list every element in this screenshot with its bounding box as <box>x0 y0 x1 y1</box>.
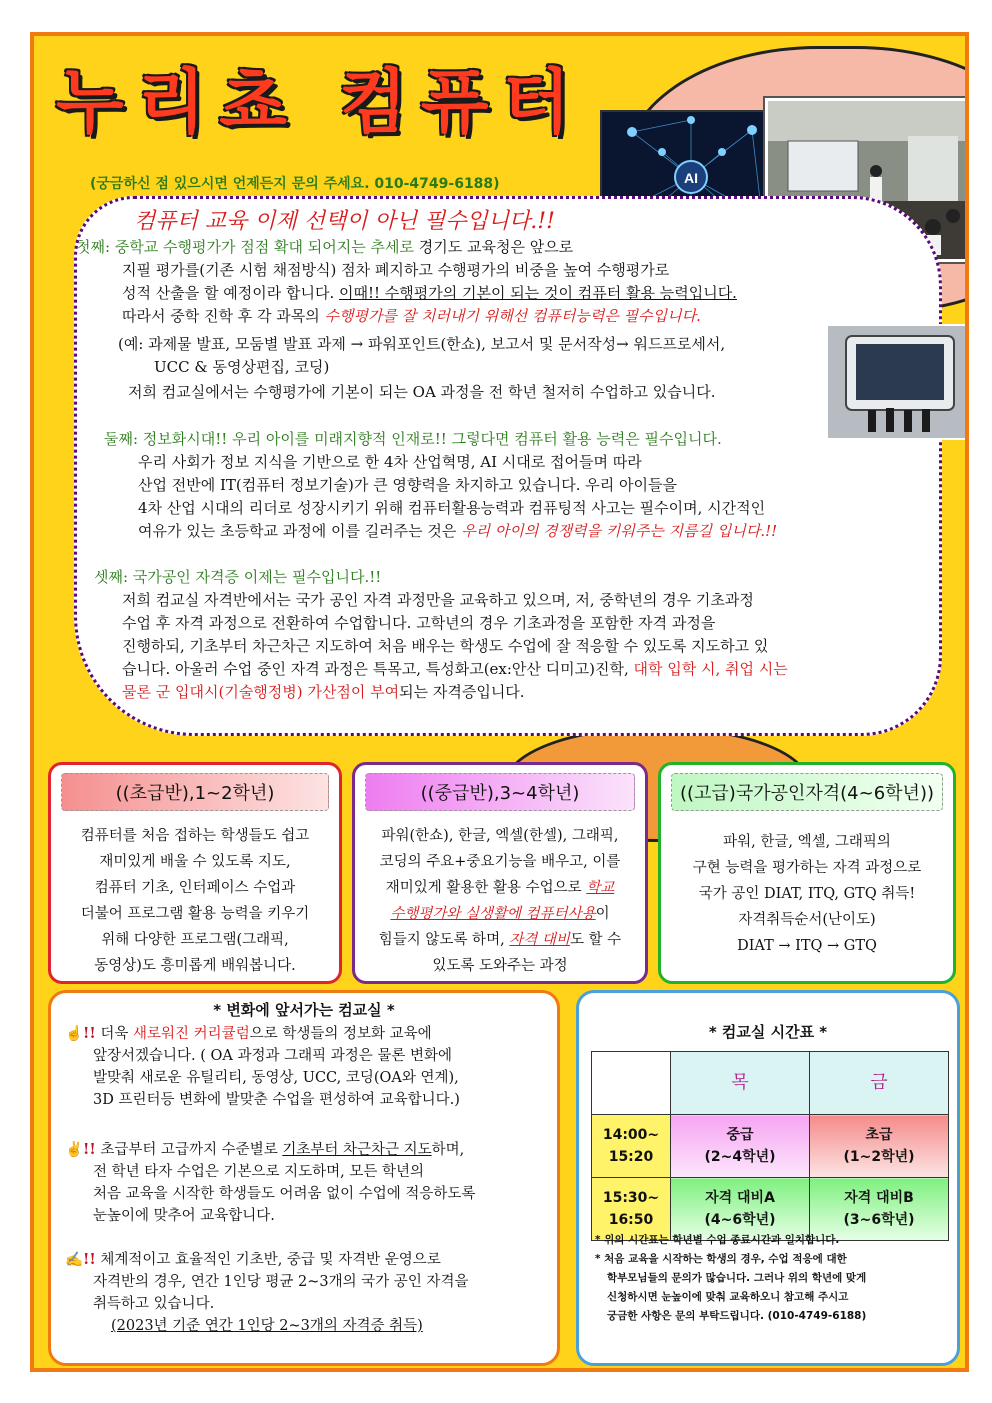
course-text: 도 할 수 <box>569 932 622 948</box>
feature-line: 전 학년 타자 수업은 기본으로 지도하며, 모든 학년의 <box>93 1164 425 1180</box>
course-line: 컴퓨터 기초, 인터페이스 수업과 <box>94 880 296 896</box>
course-line <box>363 901 637 927</box>
course-line: 재미있게 배울 수 있도록 지도, <box>99 854 291 870</box>
first-line-7: 저희 컴교실에서는 수행평가에 기본이 되는 OA 과정을 전 학년 철저히 수업하고 있습니다. <box>128 383 716 401</box>
monitor-illustration <box>826 324 969 440</box>
first-line-6: UCC & 동영상편집, 코딩) <box>154 358 330 376</box>
third-line-2: 수업 후 자격 과정으로 전환하여 수업합니다. 고학년의 경우 기초과정을 포함한 자격 과정을 <box>122 614 716 632</box>
timetable-title: * 컴교실 시간표 * <box>708 1023 828 1041</box>
course-line: 국가 공인 DIAT, ITQ, GTQ 취득! <box>698 886 916 902</box>
course-text: 이 <box>595 906 610 922</box>
course-description <box>363 823 637 979</box>
feature-line: 앞장서겠습니다. ( OA 과정과 그래픽 과정은 물론 변화에 <box>93 1048 453 1064</box>
timetable-notes <box>595 1231 955 1326</box>
feature-text: 하며, <box>431 1142 465 1158</box>
poster-title: 누리쵸 컴퓨터 <box>56 61 585 143</box>
course-line: 컴퓨터를 처음 접하는 학생들도 쉽고 <box>80 828 310 844</box>
feature-line: (2023년 기준 연간 1인당 2~3개의 자격증 취득) <box>111 1318 423 1334</box>
third-label <box>94 566 381 588</box>
note-line: 학부모님들의 문의가 많습니다. 그러나 위의 학년에 맞게 <box>607 1272 867 1284</box>
headline: 컴퓨터 교육 이제 선택이 아닌 필수입니다.!! <box>134 209 555 234</box>
course-title: ((고급)국가공인자격(4~6학년)) <box>671 773 943 811</box>
feature-line: 자격반의 경우, 연간 1인당 평균 2~3개의 국가 공인 자격을 <box>93 1274 469 1290</box>
second-line-2: 산업 전반에 IT(컴퓨터 정보기술)가 큰 영향력을 차지하고 있습니다. 우리 아이들을 <box>138 476 677 494</box>
note-line: 신청하시면 눈높이에 맞춰 교육하오니 참고해 주시고 <box>607 1291 849 1303</box>
second-line-4 <box>138 520 777 542</box>
course-box-certification <box>658 762 956 984</box>
note-line: * 처음 교육을 시작하는 학생의 경우, 수업 적응에 대한 <box>595 1253 847 1265</box>
features-box <box>48 990 560 1366</box>
course-line: 구현 능력을 평가하는 자격 과정으로 <box>692 860 922 876</box>
third-label-text: 셋째: 국가공인 자격증 이제는 필수입니다.!! <box>94 568 382 586</box>
course-line: 동영상)도 흥미롭게 배워봅니다. <box>94 958 296 974</box>
feature-item <box>65 1139 545 1227</box>
timetable-box <box>576 990 960 1366</box>
svg-text:AI: AI <box>684 170 698 186</box>
third-highlight: 물론 군 입대시(기술행정병) 가산점이 부여 <box>122 683 400 701</box>
pointing-hand-icon: ☝!! <box>65 1025 96 1042</box>
course-text: 재미있게 활용한 활용 수업으로 <box>385 880 587 896</box>
third-text: 되는 자격증입니다. <box>399 683 525 701</box>
second-line-3: 4차 산업 시대의 리더로 성장시키기 위해 컴퓨터활용능력과 컴퓨팅적 사고는 필수이며, 시간적인 <box>138 499 766 517</box>
first-text: 경기도 교육청은 앞으로 <box>413 238 574 256</box>
third-line-5 <box>122 681 525 703</box>
course-line: 있도록 도와주는 과정 <box>432 958 568 974</box>
class-cell: 중급 (2~4학년) <box>671 1115 810 1178</box>
class-cell: 초급 (1~2학년) <box>810 1115 949 1178</box>
feature-text: 체계적이고 효율적인 기초반, 중급 및 자격반 운영으로 <box>95 1252 441 1268</box>
first-text: 따라서 중학 진학 후 각 과목의 <box>122 307 325 325</box>
contact-line: (궁금하신 점 있으시면 언제든지 문의 주세요. 010-4749-6188) <box>90 176 500 192</box>
time-cell: 14:00~ 15:20 <box>592 1115 671 1178</box>
first-emphasis: 이때!! 수행평가의 기본이 되는 것이 컴퓨터 활용 능력입니다. <box>338 284 737 302</box>
feature-line: 처음 교육을 시작한 학생들도 어려움 없이 수업에 적응하도록 <box>93 1186 476 1202</box>
feature-highlight: 기초부터 차근차근 지도 <box>282 1142 432 1158</box>
third-highlight: 대학 입학 시, 취업 시는 <box>633 660 788 678</box>
course-description <box>59 823 331 979</box>
second-label-text: 둘째: 정보화시대!! 우리 아이를 미래지향적 인재로!! 그렇다면 컴퓨터 활용 능력은 필수입니다. <box>104 430 722 448</box>
course-title: ((초급반),1~2학년) <box>61 773 329 811</box>
feature-line: 3D 프린터등 변화에 발맞춘 수업을 편성하여 교육합니다.) <box>93 1092 460 1108</box>
day-header: 목 <box>671 1052 810 1115</box>
course-title: ((중급반),3~4학년) <box>365 773 635 811</box>
first-line-5: (예: 과제물 발표, 모둠별 발표 과제 → 파워포인트(한쇼), 보고서 및 문서작성→ 워드프로세서, <box>118 335 726 353</box>
course-highlight: 자격 대비 <box>509 932 570 948</box>
course-line: 파워, 한글, 엑셀, 그래픽의 <box>723 834 891 850</box>
poster-frame <box>30 32 969 1372</box>
feature-item <box>65 1023 545 1111</box>
course-line: 파워(한쇼), 한글, 엑셀(한셀), 그래픽, <box>381 828 619 844</box>
third-line-1: 저희 컴교실 자격반에서는 국가 공인 자격 과정만을 교육하고 있으며, 저, 중학년의 경우 기초과정 <box>122 591 754 609</box>
day-header: 금 <box>810 1052 949 1115</box>
table-row <box>592 1115 949 1178</box>
first-line-2: 지필 평가를(기존 시험 채점방식) 점차 폐지하고 수행평가의 비중을 높여 수행평가로 <box>122 261 670 279</box>
class-cell: 자격 대비A (4~6학년) <box>671 1178 810 1241</box>
first-text: 성적 산출을 할 예정이라 합니다. <box>122 284 339 302</box>
course-line <box>363 875 637 901</box>
second-text: 여유가 있는 초등학교 과정에 이를 길러주는 것은 <box>138 522 462 540</box>
first-highlight: 수행평가를 잘 치러내기 위해선 컴퓨터능력은 필수입니다. <box>324 307 701 325</box>
course-text: 힘들지 않도록 하며, <box>378 932 510 948</box>
note-line: * 위의 시간표는 학년별 수업 종료시간과 일치합니다. <box>595 1234 840 1246</box>
course-line: 코딩의 주요+중요기능을 배우고, 이를 <box>379 854 621 870</box>
first-line-1 <box>76 236 876 258</box>
class-cell: 자격 대비B (3~6학년) <box>810 1178 949 1241</box>
second-line-1: 우리 사회가 정보 지식을 기반으로 한 4차 산업혁명, AI 시대로 접어들며 따라 <box>138 453 642 471</box>
table-corner <box>592 1052 671 1115</box>
timetable <box>591 1051 949 1241</box>
feature-text: 으로 학생들의 정보화 교육에 <box>249 1026 432 1042</box>
course-description <box>669 829 945 959</box>
feature-line: 취득하고 있습니다. <box>93 1296 215 1312</box>
course-highlight: 학교 <box>586 880 615 896</box>
course-line <box>363 927 637 953</box>
first-label: 첫째: 중학교 수행평가가 점점 확대 되어지는 추세로 <box>76 238 414 256</box>
course-line: 자격취득순서(난이도) <box>738 912 876 928</box>
feature-item <box>65 1249 545 1337</box>
course-box-intermediate <box>352 762 648 984</box>
third-text: 습니다. 아울러 수업 중인 자격 과정은 특목고, 특성화고(ex:안산 디미고)진학, <box>122 660 634 678</box>
features-title: * 변화에 앞서가는 컴교실 * <box>213 1001 395 1019</box>
feature-highlight: 새로워진 커리큘럼 <box>133 1026 250 1042</box>
second-highlight: 우리 아이의 경쟁력을 키워주는 지름길 입니다.!! <box>461 522 778 540</box>
table-header-row <box>592 1052 949 1115</box>
third-line-3: 진행하되, 기초부터 차근차근 지도하여 처음 배우는 학생도 수업에 잘 적응할 수 있도록 지도하고 있 <box>122 637 769 655</box>
feature-text: 초급부터 고급까지 수준별로 <box>95 1142 283 1158</box>
course-line: 위해 다양한 프로그램(그래픽, <box>101 932 289 948</box>
victory-hand-icon: ✌!! <box>65 1141 96 1158</box>
course-line: DIAT → ITQ → GTQ <box>737 938 877 954</box>
feature-line: 눈높이에 맞추어 교육합니다. <box>93 1208 275 1224</box>
second-label <box>104 428 722 450</box>
course-box-beginner <box>48 762 342 984</box>
feature-line: 발맞춰 새로운 유틸리티, 동영상, UCC, 코딩(OA와 연계), <box>93 1070 459 1086</box>
third-line-4 <box>122 658 788 680</box>
first-line-4 <box>122 305 701 327</box>
course-line: 더불어 프로그램 활용 능력을 키우기 <box>80 906 310 922</box>
feature-text: 더욱 <box>95 1026 134 1042</box>
time-cell: 15:30~ 16:50 <box>592 1178 671 1241</box>
note-line: 궁금한 사항은 문의 부탁드립니다. (010-4749-6188) <box>607 1310 867 1322</box>
first-line-3 <box>122 282 737 304</box>
course-highlight: 수행평가와 실생활에 컴퓨터사용 <box>390 906 596 922</box>
writing-hand-icon: ✍!! <box>65 1251 96 1268</box>
